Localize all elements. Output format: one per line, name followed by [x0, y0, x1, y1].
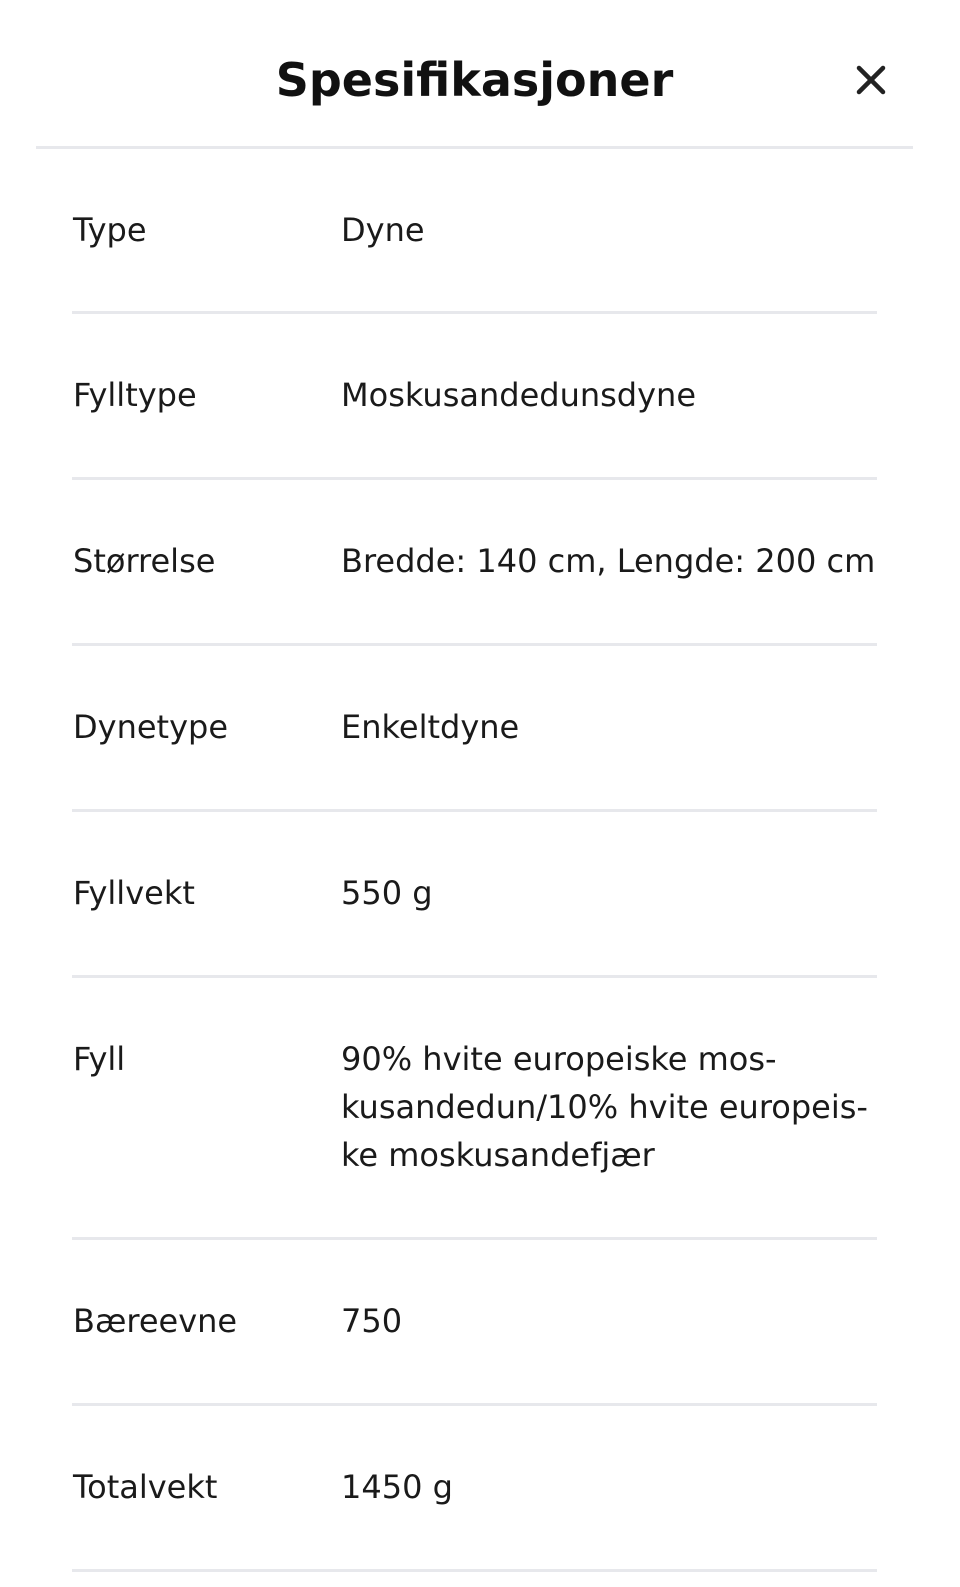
spec-row-type [72, 149, 877, 314]
spec-label: Totalvekt [73, 1468, 218, 1506]
spec-row-fyllvekt [72, 812, 877, 978]
close-button[interactable] [855, 64, 887, 96]
spec-label: Type [73, 211, 147, 249]
dialog-header [36, 0, 913, 149]
spec-value: Dyne [341, 211, 425, 249]
spec-value: Enkeltdyne [341, 708, 520, 746]
spec-row-dynetype [72, 646, 877, 812]
spec-value: Moskusandedunsdyne [341, 376, 697, 414]
spec-label: Fyllvekt [73, 874, 195, 912]
spec-label: Fylltype [73, 376, 197, 414]
spec-value: 1450 g [341, 1468, 453, 1506]
spec-row-fyll [72, 978, 877, 1240]
spec-row-baereevne [72, 1240, 877, 1406]
spec-value: Bredde: 140 cm, Lengde: 200 cm [341, 542, 876, 580]
spec-value: 750 [341, 1302, 403, 1340]
close-icon [855, 64, 887, 96]
specification-list [72, 149, 877, 1572]
spec-label: Fyll [73, 1040, 126, 1078]
spec-label: Bæreevne [73, 1302, 238, 1340]
spec-row-storrelse [72, 480, 877, 646]
spec-row-totalvekt [72, 1406, 877, 1572]
dialog-title: Spesifikasjoner [275, 53, 674, 107]
spec-label: Størrelse [73, 542, 216, 580]
spec-value: 90% hvite europeiske mos- kusandedun/10% hvite europeis- ke moskusandefjær [341, 1040, 868, 1174]
spec-label: Dynetype [73, 708, 229, 746]
spec-row-fylltype [72, 314, 877, 480]
spec-value: 550 g [341, 874, 433, 912]
